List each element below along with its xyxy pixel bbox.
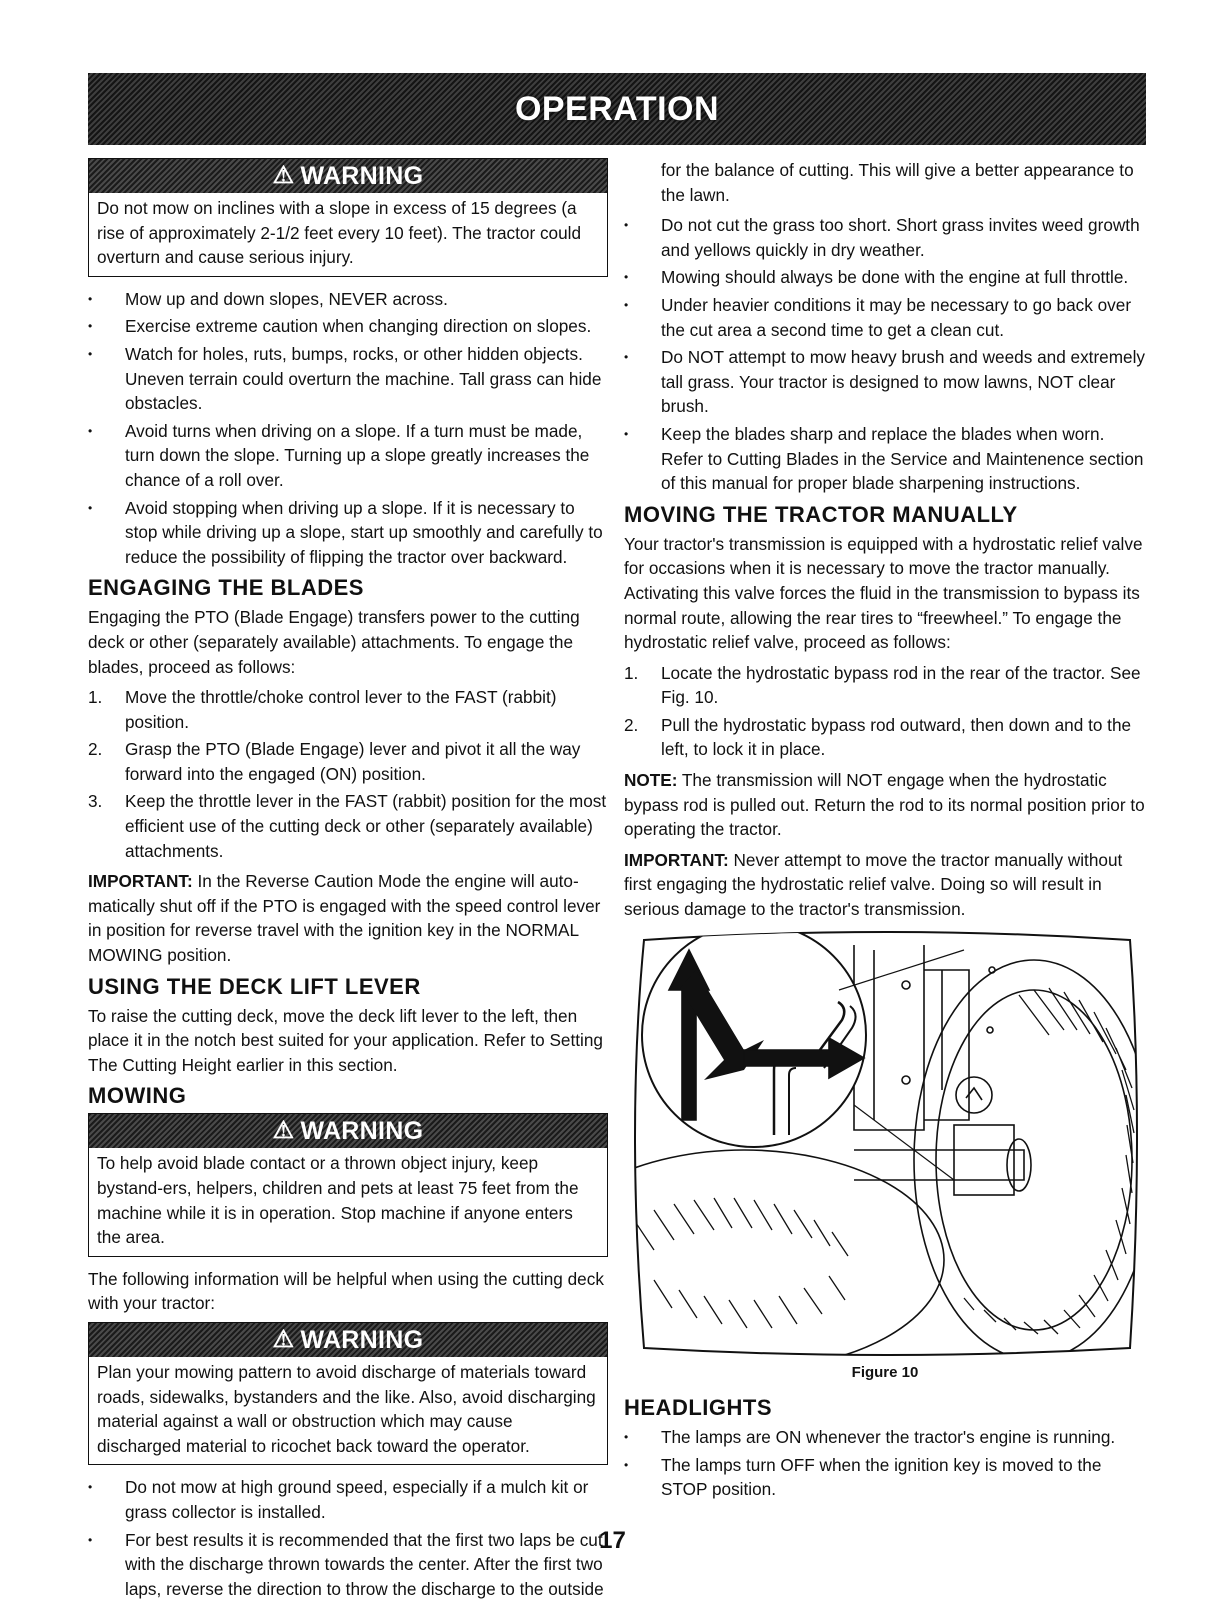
list-item xyxy=(88,789,608,863)
warning-box-slope xyxy=(88,158,608,277)
warning-title: WARNING xyxy=(300,1117,424,1146)
warning-box-discharge xyxy=(88,1322,608,1465)
step-text: Move the throttle/choke control lever to the FAST (rabbit) position. xyxy=(125,687,557,732)
warning-header xyxy=(89,1114,607,1148)
note-text: The transmission will NOT engage when the hydrostatic bypass rod is pulled out. Return the rod to its normal position prior to operating the tractor. xyxy=(624,770,1145,840)
mowing-tips-list xyxy=(624,213,1146,496)
list-item: • Mowing should always be done with the engine at full throttle. xyxy=(624,265,1146,290)
step-text: Locate the hydrostatic bypass rod in the rear of the tractor. See Fig. 10. xyxy=(661,662,1141,708)
page-title: OPERATION xyxy=(514,89,720,128)
warning-text: To help avoid blade contact or a thrown object injury, keep bystand-ers, helpers, children and pets at least 75 feet from the machine while it is in operation. Stop machine if anyone enters the area. xyxy=(97,1153,579,1248)
heading-engaging-blades: ENGAGING THE BLADES xyxy=(88,575,364,601)
list-item xyxy=(624,661,1146,710)
list-item: • Under heavier conditions it may be necessary to go back over the cut area a second time to get a clean cut. xyxy=(624,293,1146,342)
heading-mowing: MOWING xyxy=(88,1083,187,1109)
list-item xyxy=(88,685,608,734)
engaging-steps xyxy=(88,685,608,863)
list-item: • For best results it is recommended that the first two laps be cut with the discharge thrown towards the center. After the first two laps, reverse the direction to throw the discharge to the outside xyxy=(88,1528,608,1602)
warning-title: WARNING xyxy=(300,161,424,190)
step-number: 2. xyxy=(624,714,639,735)
warning-triangle-icon: ⚠ xyxy=(272,161,295,189)
slope-bullet-list xyxy=(88,287,608,570)
warning-header xyxy=(89,159,607,193)
step-text: Pull the hydrostatic bypass rod outward, then down and to the left, to lock it in place. xyxy=(661,714,1132,760)
note-paragraph xyxy=(624,768,1146,842)
right-column xyxy=(624,158,1146,1506)
list-item: • The lamps are ON whenever the tractor's engine is running. xyxy=(624,1425,1146,1450)
warning-triangle-icon: ⚠ xyxy=(272,1117,295,1145)
headlights-bullet-list xyxy=(624,1425,1146,1502)
warning-triangle-icon: ⚠ xyxy=(272,1325,295,1353)
section-banner xyxy=(88,73,1146,145)
list-item: • Exercise extreme caution when changing direction on slopes. xyxy=(88,314,608,339)
step-number: 2. xyxy=(88,739,103,760)
important-label: IMPORTANT: xyxy=(88,871,193,892)
figure-10-illustration xyxy=(624,930,1146,1357)
engaging-intro: Engaging the PTO (Blade Engage) transfers power to the cutting deck or other (separately available) attachments. To engage the blades, proceed as follows: xyxy=(88,607,580,677)
continued-text: for the balance of cutting. This will give a better appearance to the lawn. xyxy=(661,160,1134,205)
step-number: 1. xyxy=(88,687,103,708)
page-number: 17 xyxy=(599,1527,626,1554)
warning-box-bystanders xyxy=(88,1113,608,1256)
list-item: • Avoid turns when driving on a slope. If a turn must be made, turn down the slope. Turning up a slope greatly increases the chance of a roll over. xyxy=(88,419,608,493)
important-note-reverse xyxy=(88,869,608,967)
warning-text: Do not mow on inclines with a slope in excess of 15 degrees (a rise of approximately 2-1/2 feet every 10 feet). The tractor could overturn and cause serious injury. xyxy=(97,198,582,268)
step-text: Keep the throttle lever in the FAST (rabbit) position for the most efficient use of the cutting deck or other (separately available) attachments. xyxy=(125,791,607,861)
warning-title: WARNING xyxy=(300,1325,424,1354)
important-text: In the Reverse Caution Mode the engine will auto-matically shut off if the PTO is engaged with the speed control lever in position for reverse travel with the ignition key in the NORMAL MOWING position. xyxy=(88,871,601,966)
important-label: IMPORTANT: xyxy=(624,849,729,870)
important-note-manual xyxy=(624,848,1146,922)
list-item: • The lamps turn OFF when the ignition key is moved to the STOP position. xyxy=(624,1453,1146,1502)
list-item: • Avoid stopping when driving up a slope. If it is necessary to stop while driving up a slope, start up smoothly and carefully to reduce the possibility of flipping the tractor over backward. xyxy=(88,496,608,570)
warning-text: Plan your mowing pattern to avoid discharge of materials toward roads, sidewalks, bystanders and the like. Also, avoid discharging material against a wall or obstruction which may cause discharged material to ricochet back toward the operator. xyxy=(97,1361,596,1456)
list-item: • Mow up and down slopes, NEVER across. xyxy=(88,287,608,312)
tractor-bypass-rod-drawing xyxy=(624,930,1146,1357)
deck-lift-text: To raise the cutting deck, move the deck lift lever to the left, then place it in the notch best suited for your application. Refer to Setting The Cutting Height earlier in this section. xyxy=(88,1005,603,1075)
list-item: • Keep the blades sharp and replace the blades when worn. Refer to Cutting Blades in the Service and Maintenence section of this manual for proper blade sharpening instructions. xyxy=(624,422,1146,496)
list-item xyxy=(88,737,608,786)
list-item xyxy=(624,713,1146,762)
list-item: • Watch for holes, ruts, bumps, rocks, or other hidden objects. Uneven terrain could overturn the machine. Tall grass can hide obstacles. xyxy=(88,342,608,416)
note-label: NOTE: xyxy=(624,770,678,791)
warning-header xyxy=(89,1323,607,1357)
mowing-intro: The following information will be helpful when using the cutting deck with your tractor: xyxy=(88,1268,604,1314)
heading-moving-manually: MOVING THE TRACTOR MANUALLY xyxy=(624,501,1018,527)
step-number: 1. xyxy=(624,662,639,683)
list-item: • Do not cut the grass too short. Short grass invites weed growth and yellows quickly in dry weather. xyxy=(624,213,1146,262)
step-text: Grasp the PTO (Blade Engage) lever and pivot it all the way forward into the engaged (ON) position. xyxy=(125,739,581,784)
heading-deck-lift: USING THE DECK LIFT LEVER xyxy=(88,973,421,999)
left-column xyxy=(88,158,608,1605)
step-number: 3. xyxy=(88,791,103,812)
heading-headlights: HEADLIGHTS xyxy=(624,1395,772,1421)
list-item: • Do not mow at high ground speed, especially if a mulch kit or grass collector is installed. xyxy=(88,1475,608,1524)
manual-steps xyxy=(624,661,1146,762)
list-item: • Do NOT attempt to mow heavy brush and weeds and extremely tall grass. Your tractor is designed to mow lawns, NOT clear brush. xyxy=(624,345,1146,419)
figure-caption: Figure 10 xyxy=(851,1363,919,1381)
important-text: Never attempt to move the tractor manually without first engaging the hydrostatic relief valve. Doing so will result in serious damage to the tractor's transmission. xyxy=(624,849,1123,920)
manual-intro: Your tractor's transmission is equipped with a hydrostatic relief valve for occasions when it is necessary to move the tractor manually. Activating this valve forces the fluid in the transmission to bypass its normal route, allowing the rear tires to “freewheel.” To engage the hydrostatic relief valve, proceed as follows: xyxy=(624,533,1143,653)
